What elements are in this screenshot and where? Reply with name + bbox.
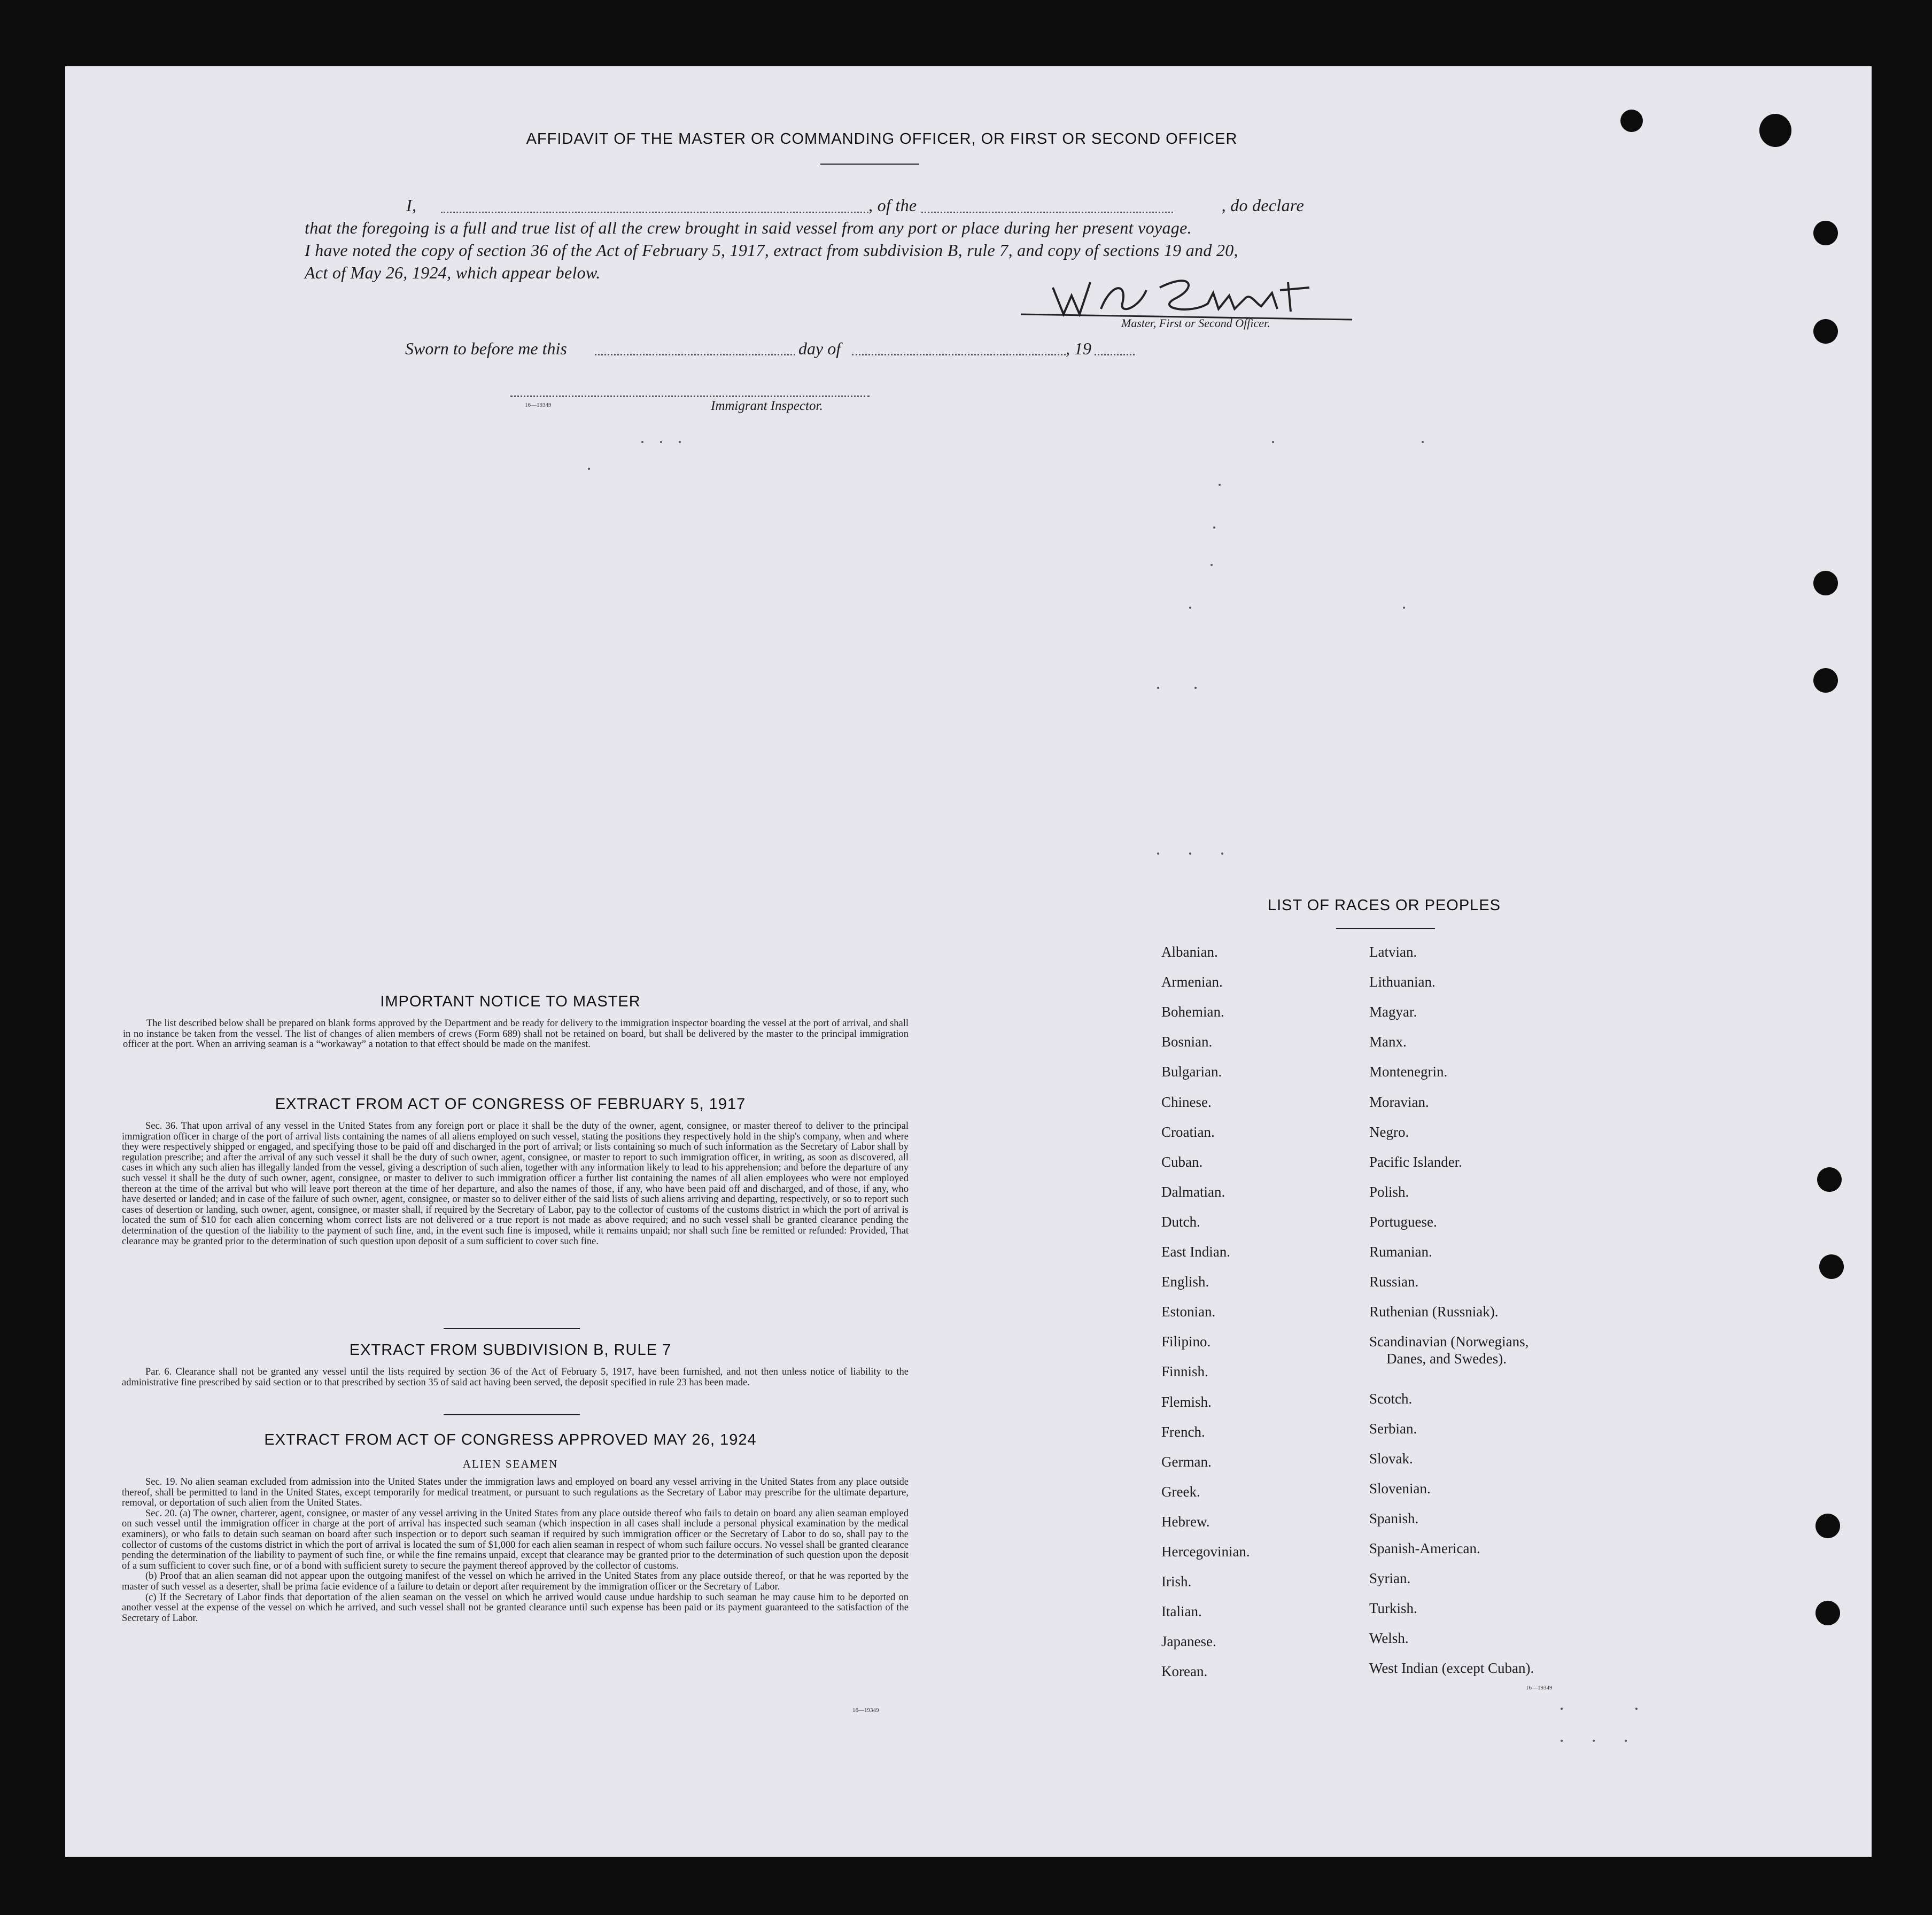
sec19-paragraph: Sec. 19. No alien seaman excluded from admission into the United States under the immigration laws and employed on board any vessel arriving in the United States from any place outside thereof, shall be permitted to land in the United States, except temporarily for medical treatment, or pursuant to such regulations as the Secretary of Labor may prescribe for the ultimate departure, removal, or deportation of such alien from the United States. [122,1477,909,1509]
sworn-month-blank [852,354,1066,355]
affidavit-i-label: I, [406,196,417,215]
race-item: Flemish. [1161,1393,1212,1410]
race-item: Montenegrin. [1369,1064,1448,1080]
speck [1635,1708,1638,1710]
affidavit-title: AFFIDAVIT OF THE MASTER OR COMMANDING OFFICER, OR FIRST OR SECOND OFFICER [526,130,1238,148]
punch-hole [1815,1514,1840,1538]
race-item: Manx. [1369,1034,1407,1050]
race-item: Polish. [1369,1183,1409,1200]
race-item: Chinese. [1161,1094,1212,1110]
sworn-year: , 19 [1066,339,1091,358]
race-item: Bulgarian. [1161,1064,1222,1080]
sworn-day-blank [595,354,795,355]
speck [1272,441,1274,443]
speck [641,441,643,443]
race-item: Estonian. [1161,1304,1216,1320]
race-item: Bohemian. [1161,1004,1224,1020]
race-item: French. [1161,1423,1205,1440]
punch-hole [1819,1254,1844,1279]
races-form-number: 16—19349 [1526,1685,1553,1691]
extract-1917-text [122,1121,909,1247]
notice-title: IMPORTANT NOTICE TO MASTER [380,993,641,1010]
notice-text [123,1019,909,1050]
race-item: Negro. [1369,1123,1409,1140]
race-item: Scotch. [1369,1390,1413,1407]
race-item: Dalmatian. [1161,1183,1225,1200]
race-item: Serbian. [1369,1420,1417,1437]
sworn-day-of: day of [798,339,841,358]
extract-rule7-title: EXTRACT FROM SUBDIVISION B, RULE 7 [349,1342,672,1359]
affidavit-line-2: that the foregoing is a full and true list of all the crew brought in said vessel from any port or place during her present voyage. [305,218,1192,237]
inspector-label: Immigrant Inspector. [711,399,823,413]
speck [1189,607,1191,609]
punch-hole [1759,114,1791,147]
race-item: Hercegovinian. [1161,1544,1250,1560]
affidavit-line-4: Act of May 26, 1924, which appear below. [305,263,601,282]
speck [1403,607,1405,609]
punch-hole [1620,110,1643,132]
speck [679,441,681,443]
race-item: Spanish. [1369,1510,1419,1526]
section-rule [444,1328,580,1329]
affidavit-of-the-label: , of the [868,196,921,215]
race-item: Slovak. [1369,1450,1413,1467]
punch-hole [1815,1601,1840,1625]
speck [1213,526,1215,529]
race-item: Ruthenian (Russniak). [1369,1304,1499,1320]
race-item: Scandinavian (Norwegians, [1369,1333,1529,1350]
notice-paragraph: The list described below shall be prepared on blank forms approved by the Department and be ready for delivery to the immigration inspector boarding the vessel at the port of arrival, and shall in no instance be taken from the vessel. The list of changes of alien members of crews (Form 689) shall not be retained on board, but shall be delivered by the master to the principal immigration officer at the port. When an arriving seaman is a “workaway” a notation to that effect should be made on the manifest. [123,1018,909,1050]
extract-1924-text [122,1477,909,1624]
name-blank [441,212,1173,213]
speck [588,468,590,470]
affidavit-form-number: 16—19349 [525,402,552,408]
race-item: Welsh. [1369,1630,1409,1647]
punch-hole [1813,221,1838,245]
inspector-line [510,396,870,397]
alien-seamen-subtitle: ALIEN SEAMEN [462,1457,558,1470]
race-item: English. [1161,1274,1209,1290]
speck [1221,852,1223,855]
speck [1189,852,1191,855]
extract-1917-title: EXTRACT FROM ACT OF CONGRESS OF FEBRUARY 5, 1917 [275,1096,746,1113]
sworn-year-blank [1095,354,1135,355]
title-rule [820,164,919,165]
race-item: Finnish. [1161,1363,1208,1380]
race-item: German. [1161,1453,1212,1470]
race-item: Russian. [1369,1274,1419,1290]
race-item: Spanish-American. [1369,1540,1480,1556]
speck [1211,564,1213,566]
speck [1561,1740,1563,1742]
race-item: Danes, and Swedes). [1386,1351,1507,1367]
punch-hole [1813,668,1838,693]
race-item: Turkish. [1369,1600,1417,1617]
affidavit-line-3: I have noted the copy of section 36 of the Act of February 5, 1917, extract from subdivision B, rule 7, and copy of sections 19 and 20, [305,241,1238,260]
race-item: Greek. [1161,1483,1200,1500]
extract-rule7-text [122,1367,909,1388]
race-item: Cuban. [1161,1153,1203,1170]
race-item: Slovenian. [1369,1480,1431,1497]
punch-hole [1813,571,1838,595]
speck [1422,441,1424,443]
race-item: Japanese. [1161,1633,1216,1650]
race-item: Croatian. [1161,1123,1215,1140]
race-item: Albanian. [1161,944,1218,960]
race-item: Korean. [1161,1663,1208,1680]
sec20c-paragraph: (c) If the Secretary of Labor finds that deportation of the alien seaman on the vessel on which he arrived would cause undue hardship to such seaman he may cause him to be deported on another vessel at the expense of the vessel on which he arrived, and such vessel shall not be granted clearance until such expense has been paid or its payment guaranteed to the satisfaction of the Secretary of Labor. [122,1592,909,1624]
speck [1157,687,1159,689]
speck [1625,1740,1627,1742]
sec20b-paragraph: (b) Proof that an alien seaman did not appear upon the outgoing manifest of the vessel on which he arrived in the United States from any place outside thereof, or that he was reported by the master of such vessel as a deserter, shall be prima facie evidence of a failure to detain or deport after requirement by the immigration officer or the Secretary of Labor. [122,1571,909,1592]
sworn-prefix: Sworn to before me this [405,339,567,358]
race-item: Portuguese. [1369,1213,1437,1230]
section-rule [444,1414,580,1415]
affidavit-declare-label: , do declare [1219,196,1304,215]
sec36-paragraph: Sec. 36. That upon arrival of any vessel in the United States from any foreign port or place it shall be the duty of the owner, agent, consignee, or master thereof to deliver to the principal immigration officer in charge of the port of arrival lists containing the names of all aliens employed on such vessel, stating the positions they respectively hold in the ship's company, when and where they were respectively shipped or engaged, and specifying those to be paid off and discharged in the port of arrival; or lists containing so much of such information as the Secretary of Labor shall by regulation prescribe; and after the arrival of any such vessel it shall be the duty of such owner, agent, consignee, or master to report to such immigration officer, in writing, as soon as discovered, all cases in which any such alien has illegally landed from the vessel, giving a description of such alien, together with any information likely to lead to his apprehension; and before the departure of any such vessel it shall be the duty of such owner, agent, consignee, or master to deliver to such immigration officer a further list containing the names of all alien employees who were not employed thereon at the time of the arrival but who will leave port thereon at the time of her departure, and also the names of those, if any, who have been paid off and discharged, and of those, if any, who have deserted or landed; and in case of the failure of such owner, agent, consignee, or master so to deliver either of the said lists of such aliens arriving and departing, respectively, or so to report such cases of desertion or landing, such owner, agent, consignee, or master shall, if required by the Secretary of Labor, pay to the collector of customs of the customs district in which the port of arrival is located the sum of $10 for each alien concerning whom correct lists are not delivered or a true report is not made as above required; and no such vessel shall be granted clearance pending the determination of the question of the liability to the payment of such fine, and, in the event such fine is imposed, while it remains unpaid; nor shall such fine be remitted or refunded: Provided, That clearance may be granted prior to the determination of such question upon deposit of a sum sufficient to cover such fine. [122,1121,909,1247]
race-item: West Indian (except Cuban). [1369,1660,1534,1677]
race-item: Syrian. [1369,1570,1411,1587]
race-item: Pacific Islander. [1369,1153,1462,1170]
punch-hole [1813,319,1838,344]
race-item: Rumanian. [1369,1244,1432,1260]
extract-1924-title: EXTRACT FROM ACT OF CONGRESS APPROVED MAY 26, 1924 [264,1431,757,1448]
signature-label: Master, First or Second Officer. [1121,316,1270,330]
race-item: Magyar. [1369,1004,1417,1020]
rule7-paragraph: Par. 6. Clearance shall not be granted any vessel until the lists required by section 36 of the Act of February 5, 1917, have been furnished, and not then unless notice of liability to the administrative fine prescribed by said section or to that prescribed by section 35 of said act having been served, the deposit specified in rule 23 has been made. [122,1367,909,1388]
races-title: LIST OF RACES OR PEOPLES [1267,897,1501,914]
race-item: Hebrew. [1161,1513,1210,1530]
race-item: Irish. [1161,1573,1192,1590]
speck [660,441,662,443]
sworn-line [405,339,1137,360]
extract-form-number: 16—19349 [852,1707,879,1714]
race-item: East Indian. [1161,1244,1230,1260]
race-item: Armenian. [1161,974,1223,990]
speck [1157,852,1159,855]
race-item: Bosnian. [1161,1034,1213,1050]
sec20a-paragraph: Sec. 20. (a) The owner, charterer, agent, consignee, or master of any vessel arriving in the United States from any place outside thereof who fails to detain on board any alien seaman employed on such vessel until the immigration officer in charge at the port of arrival has inspected such seaman (which inspection in all cases shall include a personal physical examination by the medical examiners), or who fails to detain such seaman on board after such inspection or to deport such seaman if required by such immigration officer or the Secretary of Labor to do so, shall pay to the collector of customs of the customs district in which the port of arrival is located the sum of $1,000 for each alien seaman in respect of whom such failure occurs. No vessel shall be granted clearance pending the determination of the liability to payment of such fine, or while the fine remains unpaid, except that clearance may be granted prior to the determination of such question upon the deposit of a sum sufficient to cover such fine, or of a bond with sufficient surety to secure the payment thereof approved by the collector of customs. [122,1508,909,1571]
races-title-rule [1336,928,1435,929]
race-item: Latvian. [1369,944,1417,960]
speck [1593,1740,1595,1742]
race-item: Dutch. [1161,1213,1200,1230]
race-item: Filipino. [1161,1333,1211,1350]
race-item: Italian. [1161,1603,1202,1620]
punch-hole [1817,1167,1842,1192]
speck [1219,484,1221,486]
race-item: Moravian. [1369,1094,1429,1110]
race-item: Lithuanian. [1369,974,1436,990]
speck [1194,687,1197,689]
speck [1561,1708,1563,1710]
